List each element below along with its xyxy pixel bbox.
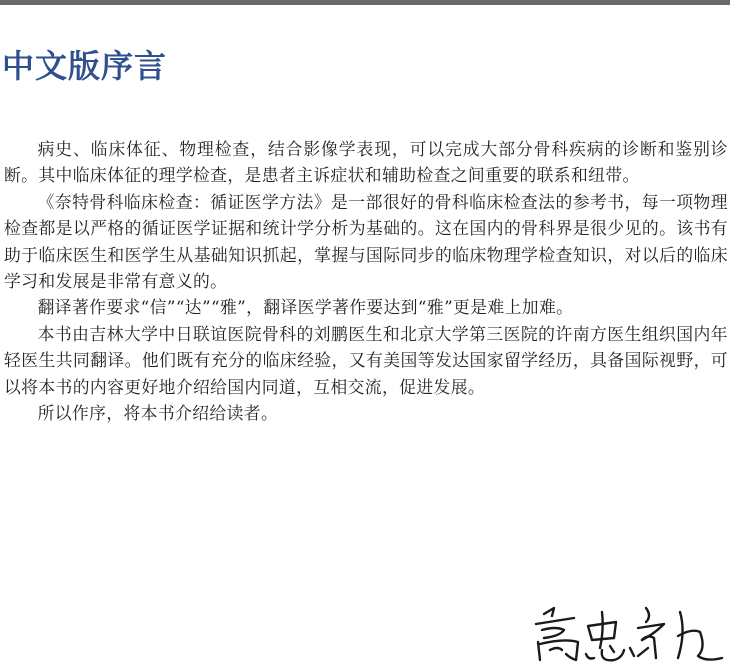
preface-body <box>4 136 728 426</box>
paragraph-1: 病史、临床体征、物理检查，结合影像学表现，可以完成大部分骨科疾病的诊断和鉴别诊断。其中临床体征的理学检查，是患者主诉症状和辅助检查之间重要的联系和纽带。 <box>4 139 728 186</box>
paragraph-3: 翻译著作要求“信”“达”“雅”，翻译医学著作要达到“雅”更是难上加难。 <box>37 297 574 318</box>
paragraph-5: 所以作序，将本书介绍给读者。 <box>37 403 279 424</box>
top-rule <box>0 0 730 5</box>
paragraph-2: 《奈特骨科临床检查：循证医学方法》是一部很好的骨科临床检查法的参考书，每一项物理检查都是以严格的循证医学证据和统计学分析为基础的。这在国内的骨科界是很少见的。该书有助于临床医生和医学生从基础知识抓起，掌握与国际同步的临床物理学检查知识，对以后的临床学习和发展是非常有意义的。 <box>4 191 728 292</box>
handwritten-signature <box>530 598 726 664</box>
page-title: 中文版序言 <box>2 47 168 85</box>
paragraph-4: 本书由吉林大学中日联谊医院骨科的刘鹏医生和北京大学第三医院的许南方医生组织国内年轻医生共同翻译。他们既有充分的临床经验，又有美国等发达国家留学经历，具备国际视野，可以将本书的内容更好地介绍给国内同道，互相交流，促进发展。 <box>4 323 728 397</box>
